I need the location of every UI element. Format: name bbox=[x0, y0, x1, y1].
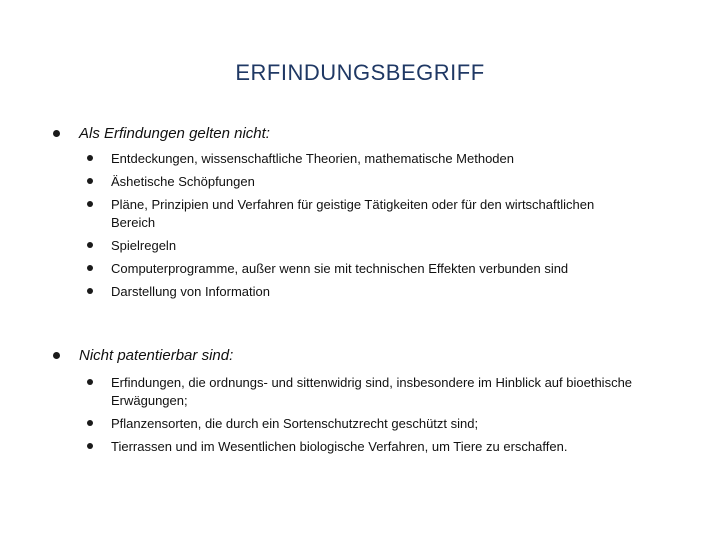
section-heading-text: Nicht patentierbar sind: bbox=[79, 347, 234, 364]
list-item bbox=[52, 374, 692, 410]
list-item bbox=[52, 415, 692, 433]
list-item bbox=[52, 237, 692, 255]
list-item bbox=[52, 173, 692, 191]
list-item bbox=[52, 150, 692, 168]
bullet-icon bbox=[87, 155, 93, 161]
slide-title: ERFINDUNGSBEGRIFF bbox=[235, 60, 485, 85]
sub-list bbox=[52, 374, 692, 456]
list-item-text: Pflanzensorten, die durch ein Sortenschutzrecht geschützt sind; bbox=[111, 416, 479, 431]
list-item-text: Darstellung von Information bbox=[111, 284, 270, 299]
section-heading bbox=[52, 124, 692, 144]
list-item-text: Äshetische Schöpfungen bbox=[111, 174, 255, 189]
section-not-patentable bbox=[52, 346, 692, 461]
bullet-icon bbox=[87, 379, 93, 385]
bullet-icon bbox=[87, 178, 93, 184]
list-item-text: Entdeckungen, wissenschaftliche Theorien, mathematische Methoden bbox=[111, 151, 514, 166]
bullet-icon bbox=[87, 265, 93, 271]
list-item bbox=[52, 196, 692, 232]
bullet-icon bbox=[53, 130, 60, 137]
list-item-text: Computerprogramme, außer wenn sie mit technischen Effekten verbunden sind bbox=[111, 261, 569, 276]
bullet-icon bbox=[87, 420, 93, 426]
sub-list bbox=[52, 150, 692, 301]
list-item bbox=[52, 260, 692, 278]
list-item-text: Tierrassen und im Wesentlichen biologische Verfahren, um Tiere zu erschaffen. bbox=[111, 439, 568, 454]
section-heading-text: Als Erfindungen gelten nicht: bbox=[79, 125, 270, 142]
bullet-icon bbox=[87, 242, 93, 248]
bullet-icon bbox=[87, 288, 93, 294]
list-item-text: Pläne, Prinzipien und Verfahren für geistige Tätigkeiten oder für den wirtschaftlichen Bereich bbox=[111, 197, 595, 230]
list-item bbox=[52, 283, 692, 301]
bullet-icon bbox=[87, 201, 93, 207]
bullet-icon bbox=[53, 352, 60, 359]
section-heading bbox=[52, 346, 692, 366]
list-item-text: Spielregeln bbox=[111, 238, 177, 253]
section-not-inventions bbox=[52, 124, 692, 306]
bullet-icon bbox=[87, 443, 93, 449]
list-item bbox=[52, 438, 692, 456]
list-item-text: Erfindungen, die ordnungs- und sittenwidrig sind, insbesondere im Hinblick auf bioethische Erwägungen; bbox=[111, 375, 633, 408]
